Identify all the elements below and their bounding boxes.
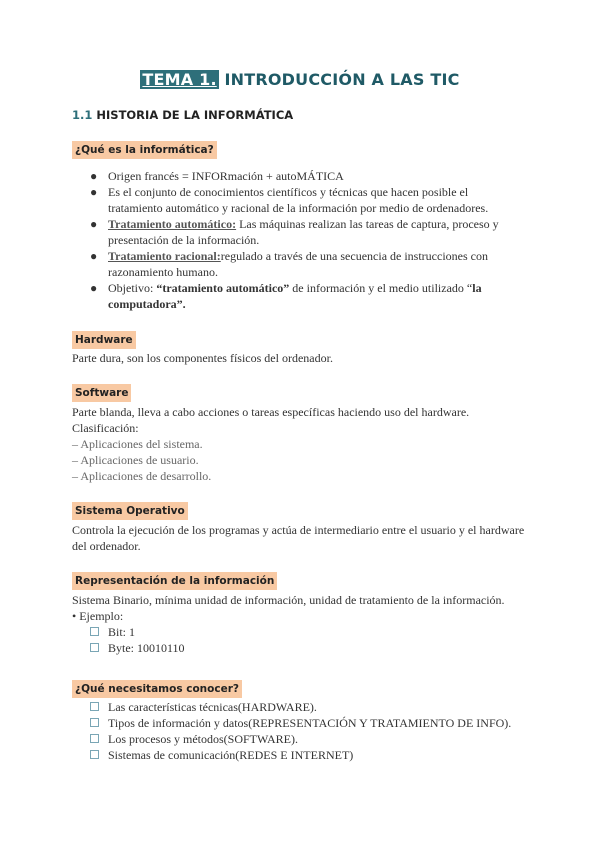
- ejemplo-list: [90, 624, 185, 656]
- auto-text: Las máquinas realizan las tareas de captura, proceso y presentación de la información.: [108, 217, 499, 247]
- bullet-origen: Origen francés = INFORmación + autoMÁTICA: [108, 169, 344, 183]
- list-item: [72, 216, 522, 248]
- bullet-icon: ●: [90, 185, 98, 199]
- conocer-item: Las características técnicas(HARDWARE).: [108, 700, 317, 714]
- software-block: [72, 404, 532, 484]
- section-text: HISTORIA DE LA INFORMÁTICA: [92, 108, 294, 122]
- ejemplo-item: Byte: 10010110: [108, 641, 185, 655]
- representacion-block: [72, 592, 532, 624]
- bullet-icon: ●: [90, 169, 98, 183]
- section-heading: [72, 108, 293, 122]
- conocer-item: Sistemas de comunicación(REDES E INTERNET): [108, 748, 354, 762]
- list-item: [72, 280, 522, 312]
- racional-text: regulado a través de una secuencia de instrucciones con razonamiento humano.: [108, 249, 488, 279]
- software-item: – Aplicaciones de usuario.: [72, 453, 199, 467]
- list-item: [90, 715, 511, 731]
- bullet-conjunto: Es el conjunto de conocimientos científicos y técnicas que hacen posible el tratamiento automático y racional de la información por medio de ordenadores.: [108, 185, 489, 215]
- list-item: [90, 731, 511, 747]
- list-item: [90, 640, 185, 656]
- bullet-icon: ●: [90, 249, 98, 263]
- representacion-text: Sistema Binario, mínima unidad de información, unidad de tratamiento de la información.: [72, 593, 505, 607]
- list-item: [90, 699, 511, 715]
- informatica-list: [72, 168, 522, 312]
- checkbox-icon: [90, 734, 99, 743]
- checkbox-icon: [90, 643, 99, 652]
- software-item: – Aplicaciones de desarrollo.: [72, 469, 212, 483]
- checkbox-icon: [90, 702, 99, 711]
- ejemplo-label: • Ejemplo:: [72, 609, 124, 623]
- checkbox-icon: [90, 750, 99, 759]
- obj-mid: de información y el medio utilizado “: [289, 281, 473, 295]
- so-text: Controla la ejecución de los programas y actúa de intermediario entre el usuario y el hardware del ordenador.: [72, 523, 525, 553]
- heading-conocer: ¿Qué necesitamos conocer?: [72, 680, 242, 698]
- checkbox-icon: [90, 627, 99, 636]
- software-clasificacion: Clasificación:: [72, 421, 139, 435]
- ejemplo-item: Bit: 1: [108, 625, 136, 639]
- hardware-text: Parte dura, son los componentes físicos del ordenador.: [72, 351, 333, 365]
- heading-informatica: ¿Qué es la informática?: [72, 141, 217, 159]
- list-item: [72, 184, 522, 216]
- auto-label: Tratamiento automático:: [108, 217, 237, 231]
- bullet-icon: ●: [90, 217, 98, 231]
- list-item: [90, 747, 511, 763]
- bullet-icon: ●: [90, 281, 98, 295]
- page-title: [0, 70, 600, 89]
- section-number: 1.1: [72, 108, 93, 122]
- conocer-item: Los procesos y métodos(SOFTWARE).: [108, 732, 298, 746]
- racional-label: Tratamiento racional:: [108, 249, 221, 263]
- title-highlight: TEMA 1.: [142, 70, 217, 89]
- list-item: [90, 624, 185, 640]
- obj-bold-2: la computadora”.: [108, 281, 482, 311]
- title-rest: INTRODUCCIÓN A LAS TIC: [218, 70, 460, 89]
- heading-sistema-operativo: Sistema Operativo: [72, 502, 188, 520]
- heading-hardware: Hardware: [72, 331, 136, 349]
- checkbox-icon: [90, 718, 99, 727]
- list-item: [72, 248, 522, 280]
- list-item: [72, 168, 522, 184]
- conocer-list: [90, 699, 511, 763]
- heading-software: Software: [72, 384, 131, 402]
- software-item: – Aplicaciones del sistema.: [72, 437, 203, 451]
- heading-representacion: Representación de la información: [72, 572, 277, 590]
- conocer-item: Tipos de información y datos(REPRESENTACIÓN Y TRATAMIENTO DE INFO).: [108, 716, 512, 730]
- obj-prefix: Objetivo:: [108, 281, 157, 295]
- obj-bold-1: “tratamiento automático”: [156, 281, 290, 295]
- software-text: Parte blanda, lleva a cabo acciones o tareas específicas haciendo uso del hardware.: [72, 405, 470, 419]
